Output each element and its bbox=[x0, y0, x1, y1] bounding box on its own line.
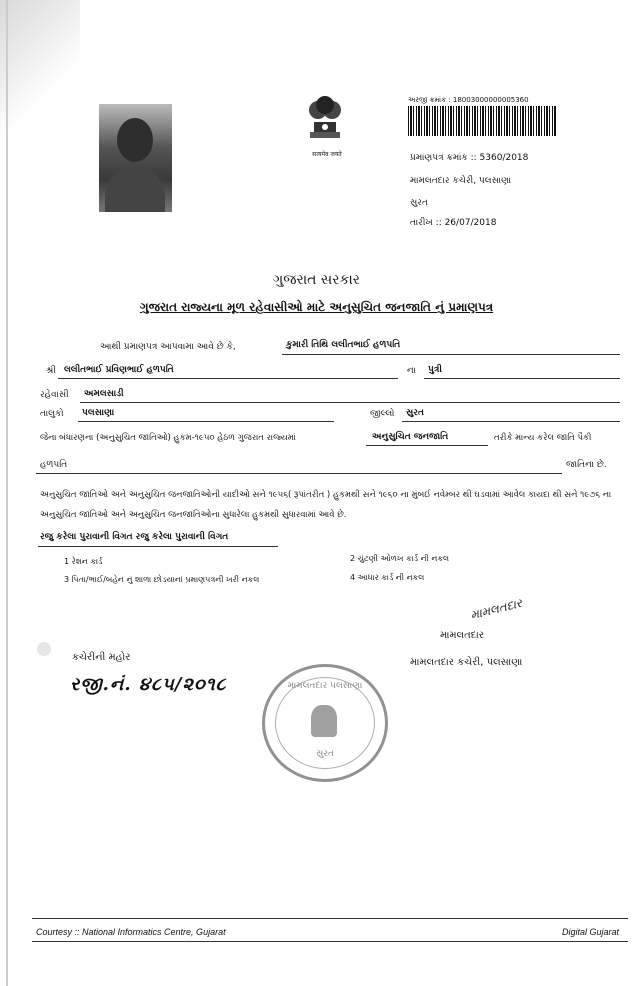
rule bbox=[36, 473, 562, 474]
application-number: અરજી ક્રમાંક : 18003000000005360 bbox=[408, 96, 529, 104]
footer-rule-top bbox=[32, 918, 628, 919]
legal-paragraph: અનુસુચિત જાતિઓ અને અનુસુચિત જનજાતિઓની યાદીઓ સને ૧૯૫૬( રૂપાંતરીત ) હુકમથી સને ૧૯૬૦ ના મુંબઈ નવેમ્બર થી ઘડવામાં આવેલ કાયદા થી સને ૧૯૭૬ ના અનુસુચિત જાતિઓ અને અનુસુચિત જનજાતિઓના સુધારેલા હુકમથી સુધારવામાં આવે છે. bbox=[40, 490, 612, 520]
emblem-motto: सत्यमेव जयते bbox=[312, 151, 342, 158]
national-emblem-icon bbox=[300, 88, 350, 150]
taluka: પલસાણા bbox=[82, 408, 115, 418]
relation: પુત્રી bbox=[428, 365, 442, 375]
na-label: ના bbox=[407, 366, 416, 376]
evidence-item-1: 1 રેશન કાર્ડ bbox=[64, 557, 103, 566]
resident-label: રહેવાસી bbox=[40, 390, 69, 400]
designation: મામલતદાર bbox=[440, 630, 484, 641]
caste-suffix: જાતિના છે. bbox=[566, 460, 607, 470]
rule bbox=[366, 445, 488, 446]
rule bbox=[80, 402, 620, 403]
barcode bbox=[408, 106, 556, 136]
office-stamp bbox=[262, 664, 388, 782]
handwritten-registration-no: રજી.નં. ૪૮૫/૨૦૧૮ bbox=[70, 674, 227, 695]
evidence-heading: રજુ કરેલા પુરાવાની વિગત રજુ કરેલા પુરાવાની વિગત bbox=[40, 532, 229, 542]
village: અમલસાડી bbox=[84, 389, 124, 399]
rule bbox=[58, 378, 398, 379]
recognized-text: તરીકે માન્ય કરેલ જાતિ પૈકી bbox=[494, 433, 592, 443]
candidate-name: કુમારી તિથિ લલીતભાઈ હળપતિ bbox=[286, 340, 401, 350]
office-seal-label: કચેરીની મહોર bbox=[72, 652, 131, 663]
order-text: જેના બંધારણના (અનુસુચિત જાતિઓ) હુકમ-૧૯૫૦ હેઠળ ગુજરાત રાજ્યમાં bbox=[40, 433, 296, 443]
page-fold-shadow bbox=[0, 0, 80, 160]
evidence-item-2: 2 ચુંટણી ઓળખ કાર્ડ ની નકલ bbox=[350, 554, 450, 563]
certificate-title: ગુજરાત રાજ્યના મૂળ રહેવાસીઓ માટે અનુસુચિત જનજાતિ નું પ્રમાણપત્ર bbox=[139, 300, 494, 314]
category: અનુસુચિત જનજાતિ bbox=[372, 432, 449, 442]
punch-hole bbox=[37, 642, 51, 656]
caste: હળપતિ bbox=[40, 460, 68, 470]
issuing-district: સુરત bbox=[410, 198, 428, 208]
district-label: જીલ્લો bbox=[370, 409, 395, 419]
rule bbox=[38, 546, 278, 547]
evidence-item-3: 3 પિતા/ભાઈ/બહેન નું શાળા છોડયાનાં પ્રમાણપત્રની ખરી નકલ bbox=[64, 575, 260, 584]
district: સુરત bbox=[406, 408, 424, 418]
brand-text: Digital Gujarat bbox=[562, 927, 620, 937]
taluka-label: તાલુકો bbox=[40, 409, 64, 419]
issuing-office: મામલતદાર કચેરી, પલસાણા bbox=[410, 176, 512, 186]
intro-text: આથી પ્રમાણપત્ર આપવામા આવે છે કે, bbox=[100, 342, 236, 352]
stamp-emblem-icon bbox=[311, 705, 337, 737]
certificate-number: પ્રમાણપત્ર ક્રમાંક :: 5360/2018 bbox=[410, 153, 529, 163]
issue-date: તારીખ :: 26/07/2018 bbox=[410, 218, 497, 228]
stamp-text-bottom: સુરત bbox=[316, 749, 334, 759]
shri-label: શ્રી bbox=[46, 366, 56, 376]
page-edge-shadow bbox=[6, 0, 8, 986]
rule bbox=[402, 421, 620, 422]
courtesy-text: Courtesy :: National Informatics Centre, Gujarat bbox=[36, 927, 226, 937]
rule bbox=[282, 354, 620, 355]
evidence-item-4: 4 આધાર કાર્ડ ની નકલ bbox=[350, 573, 425, 582]
handwritten-signature: મામલતદાર bbox=[468, 595, 524, 623]
applicant-photo bbox=[99, 104, 172, 212]
government-title: ગુજરાત સરકાર bbox=[273, 272, 360, 288]
rule bbox=[78, 421, 334, 422]
signatory-office: મામલતદાર કચેરી, પલસાણા bbox=[410, 657, 523, 668]
rule bbox=[424, 378, 620, 379]
father-name: લલીતભાઈ પ્રવિણભાઈ હળપતિ bbox=[64, 365, 174, 375]
footer-rule-bottom bbox=[32, 941, 628, 942]
stamp-text-top: મામલતદાર પલસાણા bbox=[287, 681, 363, 691]
